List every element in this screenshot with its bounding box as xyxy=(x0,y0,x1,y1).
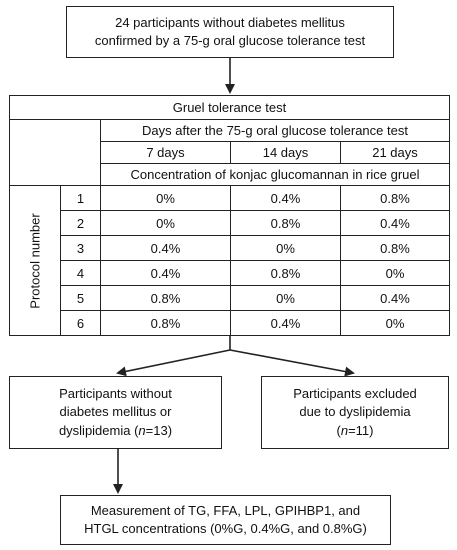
excluded-participants-box xyxy=(261,376,449,449)
concentration-cell: 0% xyxy=(101,186,231,211)
included-text: Participants without diabetes mellitus or dyslipidemia ( xyxy=(58,385,172,438)
concentration-cell: 0.8% xyxy=(101,311,231,336)
protocol-number-text: Protocol number xyxy=(27,212,43,309)
concentration-cell: 0.8% xyxy=(341,186,450,211)
concentration-cell: 0% xyxy=(231,236,341,261)
measurement-text: Measurement of TG, FFA, LPL, GPIHBP1, and HTGL concentrations (0%G, 0.4%G, and 0.8%G) xyxy=(84,502,367,536)
table-row xyxy=(10,286,450,311)
excluded-text: Participants excluded due to dyslipidemia ( xyxy=(293,385,417,438)
excluded-n-symbol: n xyxy=(340,422,349,438)
table-row xyxy=(10,236,450,261)
day-14-header: 14 days xyxy=(231,142,341,164)
protocol-number: 6 xyxy=(61,311,101,336)
protocol-table xyxy=(9,95,450,336)
concentration-cell: 0.4% xyxy=(101,261,231,286)
table-row xyxy=(10,186,450,211)
arrow-to-excluded xyxy=(230,350,353,373)
arrow-to-included xyxy=(118,350,230,373)
included-participants-text xyxy=(59,385,172,440)
concentration-cell: 0.8% xyxy=(341,236,450,261)
concentration-cell: 0.4% xyxy=(231,311,341,336)
concentration-cell: 0.8% xyxy=(231,261,341,286)
measurement-box xyxy=(60,495,391,545)
protocol-number: 5 xyxy=(61,286,101,311)
concentration-cell: 0.4% xyxy=(341,211,450,236)
included-n-symbol: n xyxy=(138,422,146,438)
included-participants-box xyxy=(9,376,222,449)
concentration-cell: 0.4% xyxy=(341,286,450,311)
table-row xyxy=(10,261,450,286)
concentration-cell: 0.8% xyxy=(101,286,231,311)
concentration-header: Concentration of konjac glucomannan in rice gruel xyxy=(101,164,450,186)
excluded-participants-text xyxy=(293,385,417,440)
excluded-n-value: =11) xyxy=(348,422,374,438)
concentration-cell: 0% xyxy=(341,311,450,336)
protocol-number: 3 xyxy=(61,236,101,261)
table-corner-cell xyxy=(10,120,101,186)
table-row xyxy=(10,211,450,236)
concentration-cell: 0.4% xyxy=(101,236,231,261)
concentration-cell: 0.8% xyxy=(231,211,341,236)
concentration-cell: 0% xyxy=(341,261,450,286)
concentration-cell: 0.4% xyxy=(231,186,341,211)
table-title: Gruel tolerance test xyxy=(10,96,450,120)
protocol-number-label xyxy=(10,186,61,336)
protocol-number: 2 xyxy=(61,211,101,236)
days-header: Days after the 75-g oral glucose tolerance test xyxy=(101,120,450,142)
concentration-cell: 0% xyxy=(101,211,231,236)
day-7-header: 7 days xyxy=(101,142,231,164)
enrollment-box xyxy=(66,6,394,58)
table-row xyxy=(10,311,450,336)
protocol-number: 4 xyxy=(61,261,101,286)
protocol-number: 1 xyxy=(61,186,101,211)
day-21-header: 21 days xyxy=(341,142,450,164)
enrollment-text: 24 participants without diabetes mellitus confirmed by a 75-g oral glucose tolerance test xyxy=(94,14,366,48)
concentration-cell: 0% xyxy=(231,286,341,311)
included-n-value: =13) xyxy=(145,422,173,438)
